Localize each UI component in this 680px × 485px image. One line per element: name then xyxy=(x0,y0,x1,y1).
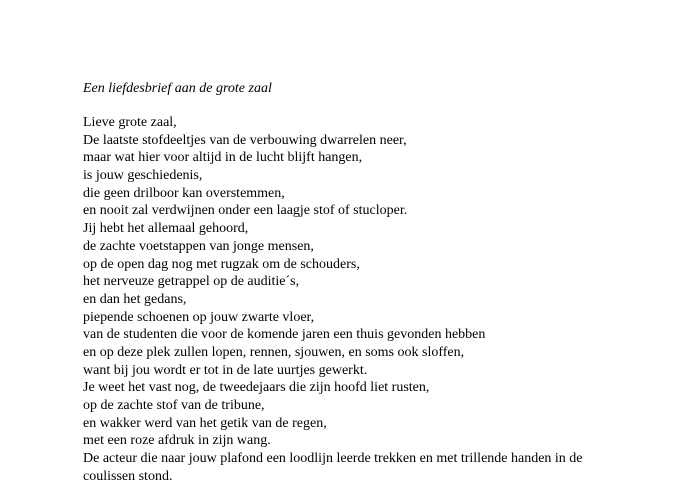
letter-line: piepende schoenen op jouw zwarte vloer, xyxy=(83,309,315,325)
letter-line: die geen drilboor kan overstemmen, xyxy=(83,185,285,201)
letter-line: De laatste stofdeeltjes van de verbouwing dwarrelen neer, xyxy=(83,132,407,148)
letter-line: Jij hebt het allemaal gehoord, xyxy=(83,221,249,237)
letter-line: op de zachte stof van de tribune, xyxy=(83,398,265,413)
letter-line: het nerveuze getrappel op de auditie´s, xyxy=(83,274,300,290)
letter-line: coulissen stond. xyxy=(83,468,173,484)
letter-line: en op deze plek zullen lopen, rennen, sjouwen, en soms ook sloffen, xyxy=(83,344,465,360)
letter-title: Een liefdesbrief aan de grote zaal xyxy=(83,81,272,96)
letter-line: want bij jou wordt er tot in de late uurtjes gewerkt. xyxy=(83,362,368,378)
letter-line: Je weet het vast nog, de tweedejaars die zijn hoofd liet rusten, xyxy=(83,380,430,396)
letter-line: op de open dag nog met rugzak om de schouders, xyxy=(83,256,360,272)
letter-line: en nooit zal verdwijnen onder een laagje stof of stucloper. xyxy=(83,203,408,219)
letter-line: De acteur die naar jouw plafond een loodlijn leerde trekken en met trillende handen in de xyxy=(83,451,583,467)
letter-line: en wakker werd van het getik van de regen, xyxy=(83,415,327,431)
letter-line: Lieve grote zaal, xyxy=(83,115,177,130)
letter-line: de zachte voetstappen van jonge mensen, xyxy=(83,238,314,254)
letter-line: en dan het gedans, xyxy=(83,291,187,307)
letter-line: is jouw geschiedenis, xyxy=(83,168,203,184)
letter-line: maar wat hier voor altijd in de lucht blijft hangen, xyxy=(83,150,363,166)
letter-line: van de studenten die voor de komende jaren een thuis gevonden hebben xyxy=(83,327,486,343)
letter-line: met een roze afdruk in zijn wang. xyxy=(83,433,271,449)
letter-body xyxy=(83,114,583,485)
